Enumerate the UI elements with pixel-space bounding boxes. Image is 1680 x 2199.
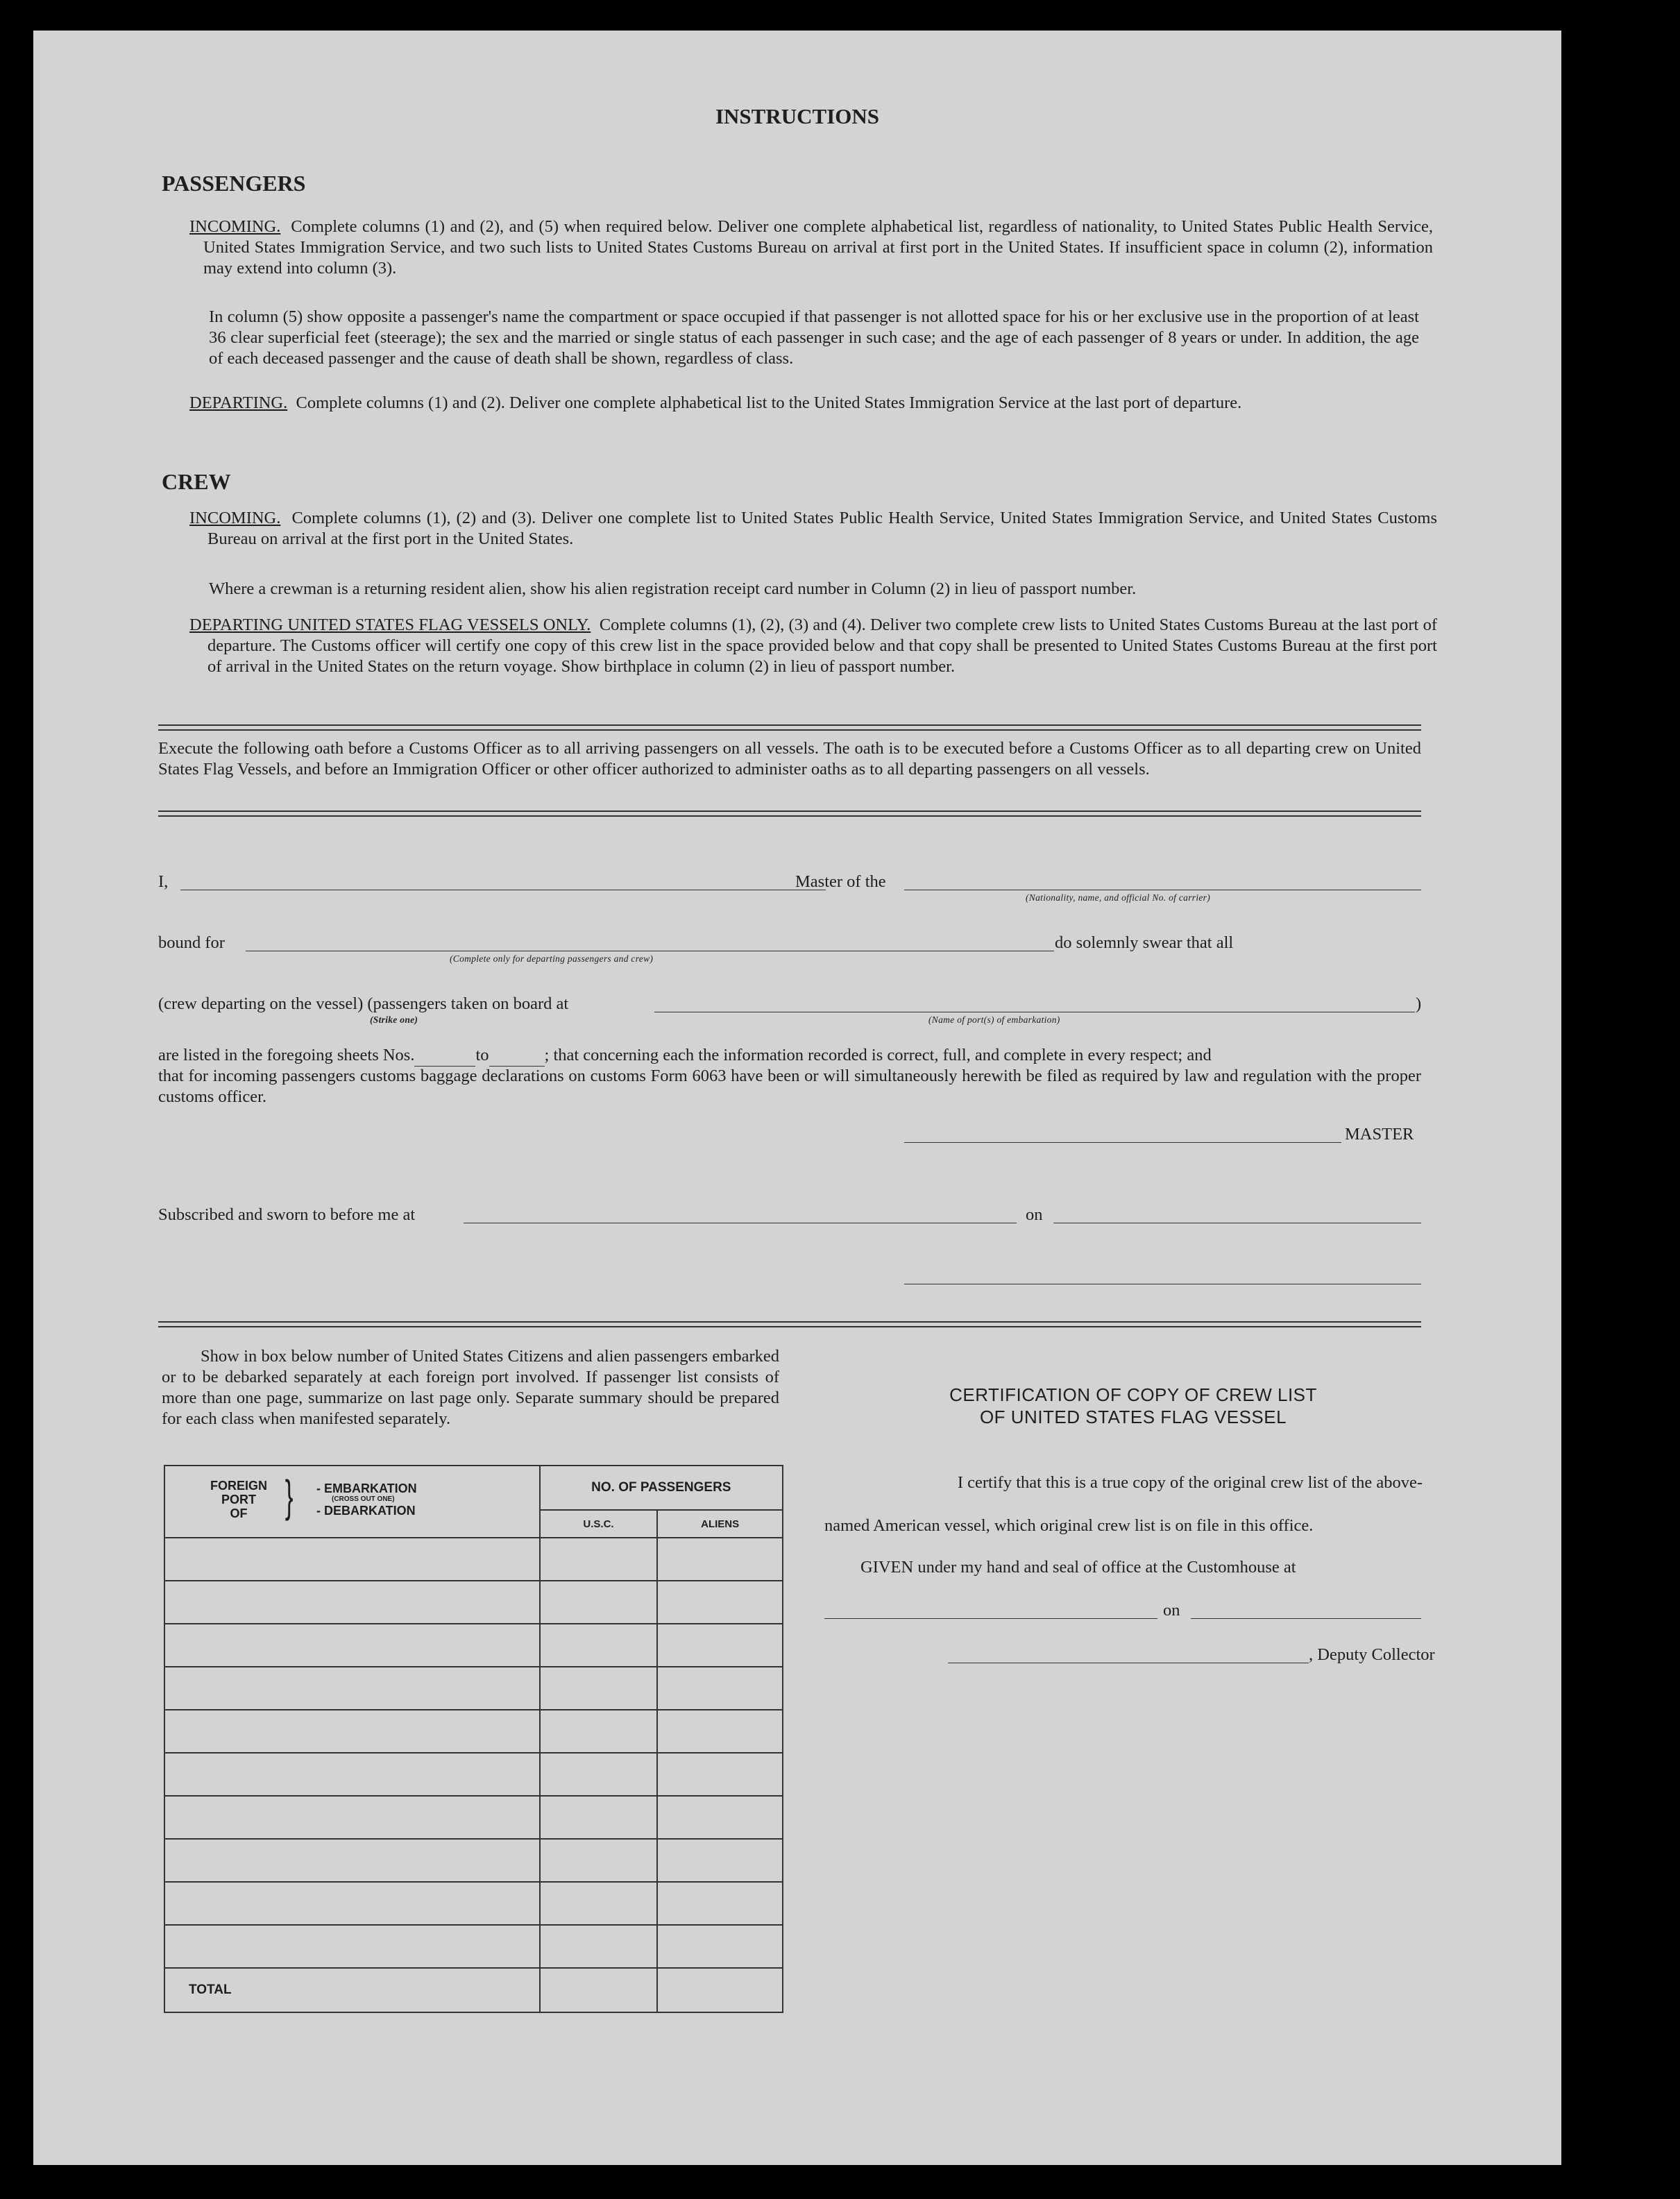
certification-heading-line-1: CERTIFICATION OF COPY OF CREW LIST bbox=[949, 1384, 1317, 1405]
subscribed-label: Subscribed and sworn to before me at bbox=[158, 1205, 416, 1224]
port-cell[interactable] bbox=[164, 1882, 540, 1925]
ports-note: (Name of port(s) of embarkation) bbox=[928, 1014, 1060, 1025]
swear-text: do solemnly swear that all bbox=[1055, 933, 1234, 952]
aliens-cell[interactable] bbox=[657, 1710, 783, 1753]
port-cell[interactable] bbox=[164, 1753, 540, 1796]
usc-cell[interactable] bbox=[540, 1753, 658, 1796]
divider bbox=[158, 810, 1421, 817]
port-cell[interactable] bbox=[164, 1581, 540, 1624]
aliens-cell[interactable] bbox=[657, 1839, 783, 1882]
listed-line-2: that for incoming passengers customs baggage declarations on customs Form 6063 have been or will simultaneously herewith be filed as required by law and regulation with the proper customs officer. bbox=[158, 1067, 1421, 1106]
aliens-cell[interactable] bbox=[657, 1538, 783, 1581]
passengers-column5-paragraph: In column (5) show opposite a passenger's name the compartment or space occupied if that passenger is not allotted space for his or her exclusive use in the proportion of at least 36 clear superficial feet (steerage); the sex and the married or single status of each passenger in such case; and the age of each passenger of 8 years or under. In addition, the age of each deceased passenger and the cause of death shall be shown, regardless of class. bbox=[209, 307, 1419, 368]
debarkation-label: - DEBARKATION bbox=[316, 1504, 416, 1518]
passenger-summary-table bbox=[164, 1465, 783, 2013]
aliens-cell[interactable] bbox=[657, 1667, 783, 1710]
form-page bbox=[33, 31, 1561, 2165]
port-cell[interactable] bbox=[164, 1710, 540, 1753]
brace-icon: } bbox=[285, 1471, 294, 1521]
given-text: GIVEN under my hand and seal of office at the Customhouse at bbox=[860, 1558, 1296, 1577]
port-cell[interactable] bbox=[164, 1624, 540, 1667]
certify-line-1: I certify that this is a true copy of the original crew list of the above- bbox=[957, 1473, 1423, 1492]
master-label: MASTER bbox=[1345, 1125, 1414, 1144]
close-paren: ) bbox=[1416, 994, 1422, 1013]
crew-incoming-paragraph bbox=[189, 508, 1437, 550]
listed-suffix: ; that concerning each the information recorded is correct, full, and complete in every respect; and bbox=[544, 1046, 1212, 1064]
aliens-cell[interactable] bbox=[657, 1624, 783, 1667]
crew-departing-paragraph bbox=[189, 615, 1437, 677]
deputy-collector-label: , Deputy Collector bbox=[1309, 1645, 1435, 1664]
certify-line-2: named American vessel, which original crew list is on file in this office. bbox=[824, 1516, 1314, 1535]
crew-heading: CREW bbox=[162, 469, 231, 494]
usc-cell[interactable] bbox=[540, 1882, 658, 1925]
usc-header: U.S.C. bbox=[540, 1510, 658, 1538]
usc-cell[interactable] bbox=[540, 1581, 658, 1624]
cross-out-note: (CROSS OUT ONE) bbox=[332, 1495, 395, 1503]
divider bbox=[158, 724, 1421, 731]
usc-cell[interactable] bbox=[540, 1796, 658, 1839]
passengers-incoming-label: INCOMING. bbox=[189, 217, 281, 236]
crew-departing-label: DEPARTING UNITED STATES FLAG VESSELS ONLY. bbox=[189, 615, 591, 634]
crew-resident-paragraph: Where a crewman is a returning resident alien, show his alien registration receipt card number in Column (2) in lieu of passport number. bbox=[209, 579, 1137, 598]
customhouse-line[interactable] bbox=[824, 1618, 1157, 1619]
port-cell[interactable] bbox=[164, 1667, 540, 1710]
divider bbox=[158, 1321, 1421, 1327]
port-cell[interactable] bbox=[164, 1925, 540, 1968]
passengers-departing-text: Complete columns (1) and (2). Deliver one complete alphabetical list to the United States Immigration Service at the last port of departure. bbox=[296, 393, 1242, 412]
port-cell[interactable] bbox=[164, 1538, 540, 1581]
aliens-cell[interactable] bbox=[657, 1882, 783, 1925]
crew-incoming-label: INCOMING. bbox=[189, 509, 281, 527]
usc-cell[interactable] bbox=[540, 1624, 658, 1667]
usc-cell[interactable] bbox=[540, 1538, 658, 1581]
page-title: INSTRUCTIONS bbox=[715, 104, 879, 128]
port-cell[interactable] bbox=[164, 1796, 540, 1839]
port-cell[interactable] bbox=[164, 1839, 540, 1882]
aliens-header: ALIENS bbox=[657, 1510, 783, 1538]
usc-cell[interactable] bbox=[540, 1925, 658, 1968]
crew-passengers-text: (crew departing on the vessel) (passengers taken on board at bbox=[158, 994, 569, 1013]
usc-cell[interactable] bbox=[540, 1839, 658, 1882]
usc-cell[interactable] bbox=[540, 1667, 658, 1710]
no-of-passengers-header: NO. OF PASSENGERS bbox=[540, 1466, 783, 1510]
carrier-note: (Nationality, name, and official No. of carrier) bbox=[1026, 892, 1211, 903]
certification-heading-line-2: OF UNITED STATES FLAG VESSEL bbox=[979, 1407, 1287, 1427]
sworn-on-label: on bbox=[1026, 1205, 1043, 1224]
embarkation-label: - EMBARKATION bbox=[316, 1481, 417, 1495]
oath-intro-paragraph: Execute the following oath before a Customs Officer as to all arriving passengers on all vessels. The oath is to be executed before a Customs Officer as to all departing crew on United States Flag Vessels, and before an Immigration Officer or other officer authorized to administer oaths as to all departing passengers on all vessels. bbox=[158, 739, 1421, 779]
usc-cell[interactable] bbox=[540, 1710, 658, 1753]
aliens-cell[interactable] bbox=[657, 1581, 783, 1624]
crew-departing-text: Complete columns (1), (2), (3) and (4). Deliver two complete crew lists to United States Customs Bureau at the last port of departure. The Customs officer will certify one copy of this crew list in the space provided below and that copy shall be presented to United States Customs Bureau at the first port of arrival in the United States on the return voyage. Show birthplace in column (2) in lieu of passport number. bbox=[207, 615, 1437, 676]
crew-incoming-text: Complete columns (1), (2) and (3). Deliver one complete list to United States Public Health Service, United States Immigration Service, and United States Customs Bureau on arrival at the first port in the United States. bbox=[207, 509, 1438, 548]
aliens-cell[interactable] bbox=[657, 1925, 783, 1968]
sheet-from-field[interactable] bbox=[414, 1045, 475, 1067]
listed-prefix: are listed in the foregoing sheets Nos. bbox=[158, 1046, 415, 1064]
certification-date-line[interactable] bbox=[1191, 1618, 1421, 1619]
bound-for-label: bound for bbox=[158, 933, 225, 952]
port-header-cell bbox=[164, 1466, 540, 1538]
strike-one-note: (Strike one) bbox=[370, 1014, 418, 1025]
passengers-incoming-paragraph bbox=[189, 216, 1433, 279]
passengers-incoming-text: Complete columns (1) and (2), and (5) when required below. Deliver one complete alphabetical list, regardless of nationality, to United States Public Health Service, United States Immigration Service, and two such lists to United States Customs Bureau on arrival at first port in the United States. If insufficient space in column (2), information may extend into column (3). bbox=[203, 217, 1434, 278]
certification-heading bbox=[845, 1384, 1421, 1428]
master-of-label: Master of the bbox=[795, 872, 886, 891]
passengers-heading: PASSENGERS bbox=[162, 171, 306, 196]
master-signature-line[interactable] bbox=[904, 1142, 1341, 1143]
departing-note: (Complete only for departing passengers and crew) bbox=[450, 953, 654, 964]
aliens-total-cell[interactable] bbox=[657, 1968, 783, 2012]
passengers-departing-label: DEPARTING. bbox=[189, 393, 288, 412]
aliens-cell[interactable] bbox=[657, 1753, 783, 1796]
sheet-to-field[interactable] bbox=[489, 1045, 545, 1067]
passengers-departing-paragraph bbox=[189, 393, 1437, 414]
foreign-port-of-label: FOREIGN PORT OF bbox=[210, 1479, 267, 1520]
oath-i-label: I, bbox=[158, 872, 169, 891]
usc-total-cell[interactable] bbox=[540, 1968, 658, 2012]
aliens-cell[interactable] bbox=[657, 1796, 783, 1839]
to-label: to bbox=[475, 1046, 489, 1064]
total-label: TOTAL bbox=[164, 1968, 540, 2012]
listed-line-1 bbox=[158, 1045, 1428, 1067]
certification-on-label: on bbox=[1163, 1601, 1180, 1620]
summary-instructions: Show in box below number of United States Citizens and alien passengers embarked or to be debarked separately at each foreign port involved. If passenger list consists of more than one page, summarize on last page only. Separate summary should be prepared for each class when manifested separately. bbox=[162, 1347, 779, 1428]
